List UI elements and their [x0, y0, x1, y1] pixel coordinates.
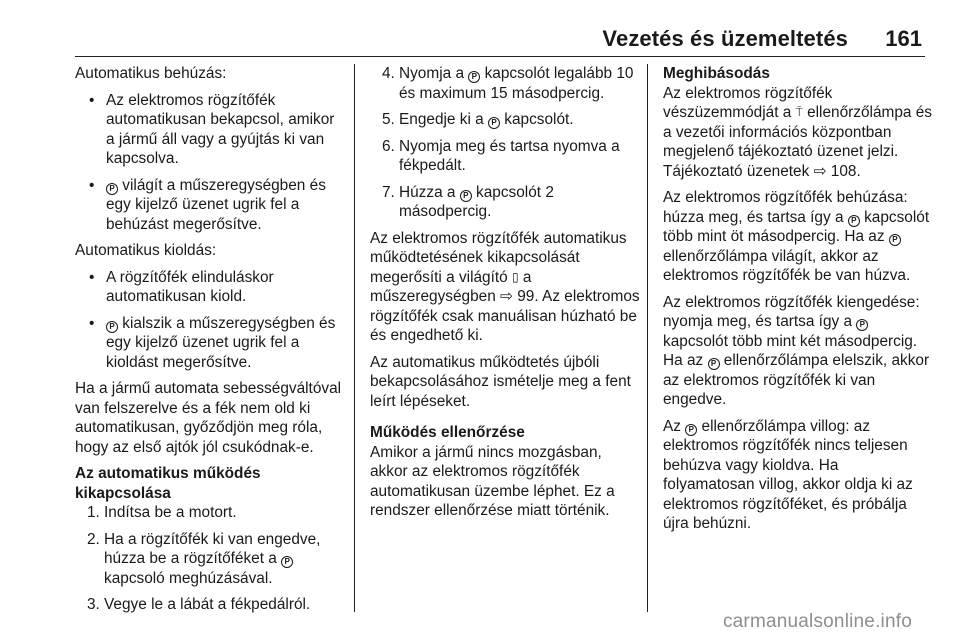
column-2	[370, 64, 640, 528]
paragraph: Ha a jármű automata sebességváltóval van felszerelve és a fék nem old ki automatikusan, győződjön meg róla, hogy az első ajtók jól csukódnak-e.	[75, 380, 342, 456]
parking-brake-p-icon: P	[106, 183, 118, 195]
parking-brake-p-icon: P	[281, 556, 293, 568]
paragraph: Az P ellenőrzőlámpa villog: az elektromos rögzítőfék nincs teljesen behúzva vagy kioldva. Ha folyamatosan villog, akkor oldja ki az elektromos rögzítőféket, és próbálja újra behúzni.	[663, 417, 913, 532]
list-item: 1. Indítsa be a motort.	[87, 504, 237, 521]
parking-brake-p-icon: P	[106, 321, 118, 333]
bullet-list	[75, 268, 345, 373]
parking-brake-p-icon: P	[488, 117, 500, 129]
page-reference[interactable]: 99	[517, 288, 535, 305]
list-item: • A rögzítőfék elinduláskor automatikusan kiold.	[89, 268, 274, 305]
list-item: 2. Ha a rögzítőfék ki van engedve, húzza be a rögzítőféket a P kapcsoló meghúzásával.	[87, 530, 321, 587]
parking-brake-p-icon: P	[708, 358, 720, 370]
bullet-icon: •	[89, 176, 95, 194]
column-1	[75, 64, 345, 622]
brake-off-icon: ▯	[512, 269, 519, 284]
bullet-list	[75, 91, 345, 235]
paragraph: Az elektromos rögzítőfék kiengedése: nyomja meg, és tartsa így a P kapcsolót több mint két másodpercig. Ha az P ellenőrzőlámpa elelszik, akkor az elektromos rögzítőfék ki van engedve.	[663, 293, 930, 408]
bullet-icon: •	[89, 91, 95, 109]
page-number: 161	[885, 26, 922, 51]
paragraph: Az elektromos rögzítőfék vészüzemmódját a ⍑ ellenőrzőlámpa és a vezetői információs központban megjelenő tájékoztató üzenet jelzi. Tájékoztató üzenetek ⇨ 108.	[663, 84, 932, 180]
watermark: carmanualsonline.info	[722, 611, 912, 632]
list-item: 7. Húzza a P kapcsolót 2 másodpercig.	[382, 183, 554, 220]
parking-brake-p-icon: P	[848, 215, 860, 227]
service-wrench-icon: ⍑	[795, 105, 803, 119]
list-item: 3. Vegye le a lábát a fékpedálról.	[87, 596, 311, 613]
list-item: 4. Nyomja a P kapcsolót legalább 10 és maximum 15 másodpercig.	[382, 65, 634, 102]
bullet-icon: •	[89, 314, 95, 332]
page-reference[interactable]: 108	[830, 162, 857, 180]
list-item: • P kialszik a műszeregységben és egy kijelző üzenet ugrik fel a kioldást megerősítve.	[89, 314, 336, 371]
page-title: Vezetés és üzemeltetés	[602, 26, 848, 51]
list-item: • Az elektromos rögzítőfék automatikusan bekapcsol, amikor a jármű áll vagy a gyújtás ki van kapcsolva.	[89, 91, 335, 167]
column-3	[663, 64, 933, 541]
section-heading: Meghibásodás	[663, 65, 770, 82]
parking-brake-p-icon: P	[468, 71, 480, 83]
bullet-icon: •	[89, 268, 95, 286]
reference-arrow-icon: ⇨	[500, 288, 513, 305]
section-heading: Működés ellenőrzése	[370, 424, 525, 441]
list-item: 5. Engedje ki a P kapcsolót.	[382, 111, 574, 128]
list-item: 6. Nyomja meg és tartsa nyomva a fékpedált.	[382, 137, 620, 174]
column-divider-1	[354, 64, 355, 612]
paragraph: Automatikus behúzás:	[75, 65, 227, 82]
paragraph: Az elektromos rögzítőfék automatikus működtetésének kikapcsolását megerősíti a világító ▯ a műszeregységben ⇨ 99. Az elektromos rögzítőfék csak manuálisan húzható be és engedhető ki.	[370, 229, 640, 344]
list-item: • P világít a műszeregységben és egy kijelző üzenet ugrik fel a behúzást megerősítve.	[89, 176, 326, 233]
paragraph: Az automatikus működtetés újbóli bekapcsolásához ismételje meg a fent leírt lépéseket.	[370, 353, 631, 410]
paragraph: Amikor a jármű nincs mozgásban, akkor az elektromos rögzítőfék automatikusan üzembe léphet. Ez a rendszer ellenőrzése miatt történik.	[370, 443, 615, 519]
step-list	[75, 503, 345, 615]
parking-brake-p-icon: P	[460, 190, 472, 202]
parking-brake-p-icon: P	[685, 424, 697, 436]
parking-brake-p-icon: P	[856, 319, 868, 331]
reference-arrow-icon: ⇨	[813, 162, 827, 180]
page-header	[0, 0, 960, 55]
column-divider-2	[647, 64, 648, 612]
parking-brake-p-icon: P	[889, 234, 901, 246]
step-list	[370, 64, 640, 222]
paragraph: Automatikus kioldás:	[75, 242, 217, 259]
paragraph: Az elektromos rögzítőfék behúzása: húzza meg, és tartsa így a P kapcsolót több mint öt másodpercig. Ha az P ellenőrzőlámpa világít, akkor az elektromos rögzítőfék be van húzva.	[663, 189, 930, 284]
header-divider	[75, 56, 925, 57]
section-heading: Az automatikus működés kikapcsolása	[75, 465, 261, 502]
